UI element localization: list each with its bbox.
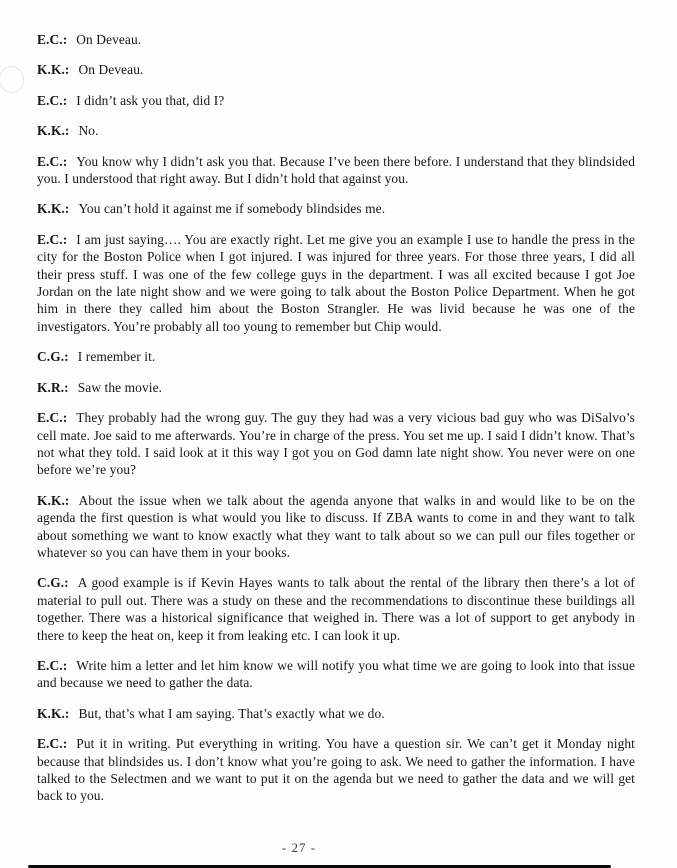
speaker-text: On Deveau. (76, 32, 142, 47)
speaker-label: K.K.: (37, 123, 70, 139)
speaker-text: I remember it. (77, 349, 156, 365)
dialogue-paragraph (37, 705, 635, 722)
speaker-label: E.C.: (37, 657, 68, 673)
speaker-label: E.C.: (37, 736, 68, 752)
speaker-text: I am just saying…. You are exactly right. Let me give you an example I use to handle the press in the city for the Boston Police when I got injured. I was injured for three years. For those three years, I did all their press stuff. I was one of the few college guys in the department. I was all excited because I got Joe Jordan on the late night show and we were going to talk about the Boston Police Department. When he got him in there they called him about the Boston Strangler. He was livid because he was one of the investigators. You’re probably all too young to remember but Chip would. (37, 231, 635, 334)
speaker-label: E.C.: (37, 231, 68, 247)
dialogue-paragraph (37, 574, 635, 644)
speaker-text: Put it in writing. Put everything in writing. You have a question sir. We can’t get it Monday night because that blindsides us. I don’t know what you’re going to ask. We need to gather the information. I have talked to the Selectmen and we want to put it on the agenda but we need to gather the data and we will get back to you. (37, 736, 635, 804)
speaker-text: On Deveau. (78, 62, 144, 78)
speaker-label: K.K.: (37, 705, 70, 721)
speaker-label: C.G.: (37, 575, 69, 591)
speaker-text: You can’t hold it against me if somebody blindsides me. (78, 201, 386, 217)
dialogue-paragraph (37, 657, 635, 692)
dialogue-paragraph (37, 61, 635, 78)
speaker-label: E.C.: (37, 92, 68, 108)
page-number: - 27 - (281, 840, 317, 855)
speaker-text: You know why I didn’t ask you that. Because I’ve been there before. I understand that they blindsided you. I understood that right away. But I didn’t hold that against you. (37, 153, 635, 187)
speaker-label: E.C.: (37, 410, 68, 426)
speaker-text: But, that’s what I am saying. That’s exactly what we do. (78, 705, 385, 721)
dialogue-paragraph (37, 122, 635, 139)
hole-punch-mark (0, 66, 24, 93)
dialogue-paragraph (37, 153, 635, 188)
speaker-label: K.K.: (37, 62, 70, 78)
speaker-label: K.R.: (37, 379, 69, 395)
speaker-label: E.C.: (37, 153, 68, 169)
speaker-label: E.C.: (37, 32, 68, 47)
dialogue-paragraph (37, 92, 635, 109)
dialogue-paragraph (37, 379, 635, 396)
dialogue-paragraph (37, 348, 635, 365)
speaker-text: About the issue when we talk about the agenda anyone that walks in and would like to be on the agenda the first question is what would you like to discuss. If ZBA wants to come in and they want to talk about something we want to know exactly what they want to talk about so we can pull our files together or whatever so you can have them in your books. (37, 492, 635, 560)
dialogue-paragraph (37, 31, 635, 48)
dialogue-list (37, 31, 635, 818)
dialogue-paragraph (37, 200, 635, 217)
speaker-text: Saw the movie. (77, 379, 163, 395)
speaker-text: A good example is if Kevin Hayes wants to talk about the rental of the library then there’s a lot of material to pull out. There was a study on these and the recommendations to discontinue these buildings all together. There was a historical significance that weighed in. There was a lot of support to get anybody in there to keep the heat on, keep it from leaking etc. I can look it up. (37, 575, 635, 643)
dialogue-paragraph (37, 735, 635, 805)
speaker-label: K.K.: (37, 201, 70, 217)
dialogue-paragraph (37, 492, 635, 562)
dialogue-paragraph (37, 231, 635, 335)
speaker-label: K.K.: (37, 492, 70, 508)
dialogue-paragraph (37, 409, 635, 479)
speaker-text: Write him a letter and let him know we will notify you what time we are going to look into that issue and because we need to gather the data. (37, 657, 635, 691)
speaker-text: I didn’t ask you that, did I? (76, 92, 225, 108)
speaker-text: They probably had the wrong guy. The guy they had was a very vicious bad guy who was DiSalvo’s cell mate. Joe said to me afterwards. You’re in charge of the press. You set me up. I said I didn’t know. That’s not what they told. I said look at it this way I got you on God damn late night show. You never were on one before we’re you? (37, 410, 635, 478)
speaker-label: C.G.: (37, 349, 69, 365)
speaker-text: No. (78, 123, 99, 139)
